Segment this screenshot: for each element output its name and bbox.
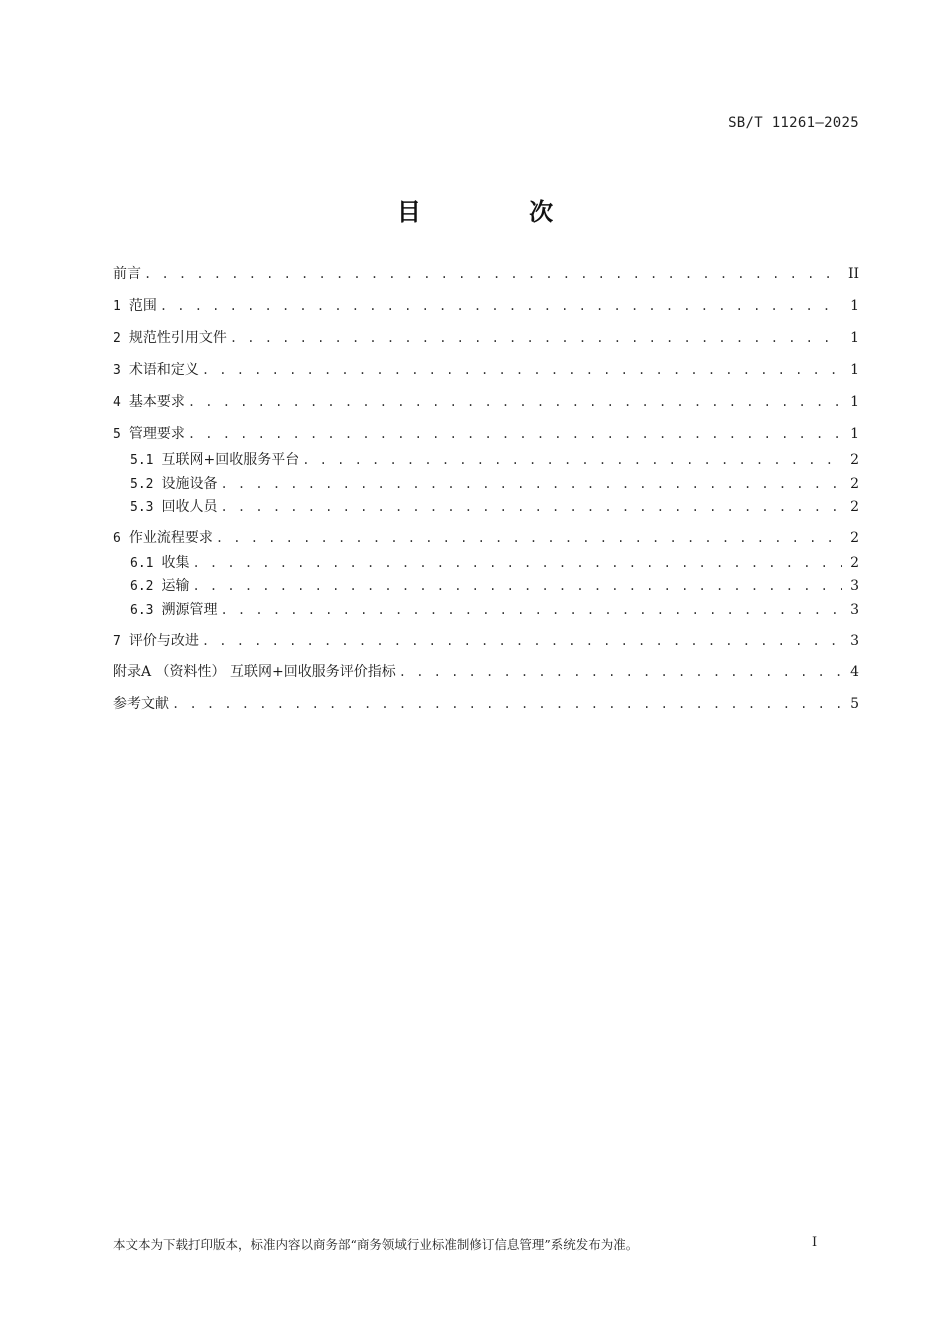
toc-entry-title: 运输 [161, 578, 190, 594]
toc-entry-label [130, 496, 220, 519]
toc-entry-label [113, 327, 230, 350]
toc-dot-leader [144, 263, 840, 285]
footer-notice: 本文本为下载打印版本，标准内容以商务部“商务领域行业标准制修订信息管理”系统发布为准。 [113, 1237, 639, 1252]
toc-dot-leader [202, 630, 842, 652]
toc-entry-number: 6.1 [130, 556, 154, 571]
toc-dot-leader [220, 473, 842, 495]
toc-entry-title: 管理要求 [128, 426, 185, 442]
toc-entry-title: 范围 [128, 298, 157, 314]
toc-dot-leader [216, 527, 842, 549]
toc-entry-page: 1 [850, 298, 859, 314]
toc-entry-page: 2 [850, 499, 859, 515]
toc-entry-number: 4 [113, 395, 121, 410]
toc-entry-title: 附录A （资料性） 互联网+回收服务评价指标 [113, 664, 396, 680]
toc-entry-workflow-requirements[interactable] [113, 527, 859, 549]
toc-entry-page: 3 [850, 602, 859, 618]
toc-dot-leader [192, 575, 842, 597]
toc-entry-basic-requirements[interactable] [113, 391, 859, 413]
toc-entry-page: II [847, 266, 859, 282]
toc-entry-title: 互联网+回收服务平台 [161, 452, 300, 468]
toc-entry-label [113, 359, 202, 382]
standard-code: SB/T 11261—2025 [728, 115, 859, 131]
toc-entry-5-1[interactable] [130, 449, 859, 471]
toc-entry-page: 3 [850, 578, 859, 594]
toc-entry-label [113, 423, 188, 446]
toc-entry-page: 2 [850, 476, 859, 492]
toc-entry-number: 5.3 [130, 500, 154, 515]
toc-entry-number: 6.2 [130, 579, 154, 594]
toc-dot-leader [230, 327, 842, 349]
toc-entry-number: 3 [113, 363, 121, 378]
toc-dot-leader [188, 423, 842, 445]
page-number: I [812, 1235, 818, 1250]
toc-entry-number: 5.2 [130, 477, 154, 492]
toc-entry-page: 3 [850, 633, 859, 649]
toc-dot-leader [192, 552, 842, 574]
toc-entry-number: 1 [113, 299, 121, 314]
toc-entry-label [113, 263, 144, 285]
toc-entry-appendix-a[interactable] [113, 661, 859, 683]
toc-entry-number: 6.3 [130, 603, 154, 618]
toc-entry-number: 5 [113, 427, 121, 442]
toc-entry-scope[interactable] [113, 295, 859, 317]
toc-dot-leader [160, 295, 842, 317]
toc-entry-label [113, 295, 160, 318]
toc-entry-page: 5 [850, 696, 859, 712]
toc-entry-label [113, 693, 172, 715]
toc-dot-leader [220, 496, 842, 518]
toc-entry-label [113, 661, 399, 683]
toc-entry-page: 2 [850, 452, 859, 468]
toc-entry-title: 参考文献 [113, 696, 169, 712]
toc-entry-label [130, 599, 220, 622]
toc-entry-label [113, 527, 216, 550]
toc-dot-leader [202, 359, 842, 381]
toc-entry-title: 溯源管理 [161, 602, 218, 618]
toc-entry-label [130, 575, 192, 598]
toc-entry-normative-references[interactable] [113, 327, 859, 349]
toc-entry-evaluation-improvement[interactable] [113, 630, 859, 652]
toc-entry-6-2[interactable] [130, 575, 859, 597]
toc-entry-5-2[interactable] [130, 473, 859, 495]
toc-entry-terms-definitions[interactable] [113, 359, 859, 381]
toc-dot-leader [172, 693, 842, 715]
toc-entry-label [130, 473, 220, 496]
toc-dot-leader [302, 449, 842, 471]
toc-entry-number: 5.1 [130, 453, 154, 468]
toc-entry-title: 术语和定义 [128, 362, 199, 378]
toc-entry-page: 1 [850, 330, 859, 346]
page-title: 目 次 [396, 198, 604, 226]
toc-entry-5-3[interactable] [130, 496, 859, 518]
toc-entry-management-requirements[interactable] [113, 423, 859, 445]
toc-entry-page: 1 [850, 426, 859, 442]
toc-entry-title: 基本要求 [128, 394, 185, 410]
toc-entry-title: 前言 [113, 266, 141, 282]
toc-entry-label [113, 630, 202, 653]
toc-entry-title: 作业流程要求 [128, 530, 213, 546]
toc-entry-label [113, 391, 188, 414]
toc-entry-title: 设施设备 [161, 476, 218, 492]
toc-entry-page: 2 [850, 530, 859, 546]
toc-dot-leader [188, 391, 842, 413]
toc-entry-bibliography[interactable] [113, 693, 859, 715]
toc-entry-title: 评价与改进 [128, 633, 199, 649]
toc-entry-number: 6 [113, 531, 121, 546]
toc-entry-title: 收集 [161, 555, 190, 571]
toc-entry-number: 7 [113, 634, 121, 649]
toc-entry-foreword[interactable] [113, 263, 859, 285]
toc-entry-page: 4 [850, 664, 859, 680]
toc-entry-title: 规范性引用文件 [128, 330, 227, 346]
toc-entry-page: 1 [850, 362, 859, 378]
toc-entry-6-3[interactable] [130, 599, 859, 621]
toc-dot-leader [399, 661, 842, 683]
toc-entry-label [130, 552, 192, 575]
toc-entry-page: 1 [850, 394, 859, 410]
toc-entry-6-1[interactable] [130, 552, 859, 574]
toc-entry-label [130, 449, 302, 472]
toc-entry-number: 2 [113, 331, 121, 346]
toc-entry-title: 回收人员 [161, 499, 218, 515]
toc-entry-page: 2 [850, 555, 859, 571]
toc-dot-leader [220, 599, 842, 621]
